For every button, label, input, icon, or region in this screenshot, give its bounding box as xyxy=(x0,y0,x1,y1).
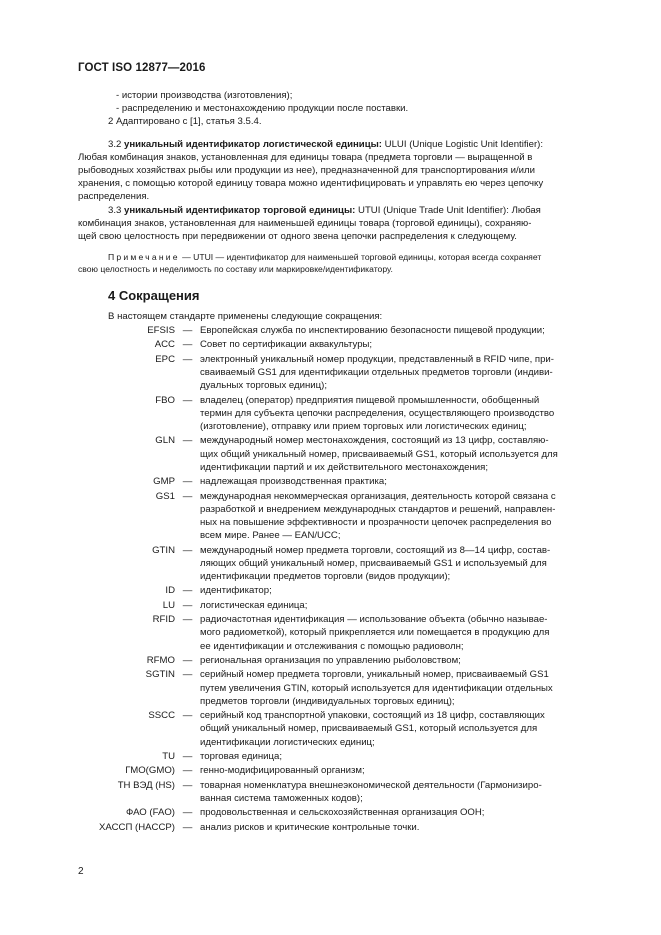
abbreviation-dash: — xyxy=(182,669,193,681)
definition-line: серийный номер предмета торговли, уникальный номер, присваиваемый GS1 xyxy=(200,669,549,681)
definition-line: логистическая единица; xyxy=(200,599,308,611)
definition-text: комбинация знаков, установленная для наименьшей единицы товара (торговой единицы), сохраняю- xyxy=(78,217,532,229)
note-label: Примечание xyxy=(108,252,180,263)
abbreviation-dash: — xyxy=(182,585,193,597)
definition-text: щей свою целостность при передвижении от одного звена цепочки распределения к следующему. xyxy=(78,231,517,243)
definition-line: идентификатор; xyxy=(200,585,272,597)
definition-number: 3.3 xyxy=(108,204,122,216)
definition-line: надлежащая производственная практика; xyxy=(200,476,387,488)
abbreviation-definition xyxy=(200,668,592,708)
definition-line: генно-модифицированный организм; xyxy=(200,765,365,777)
abbreviation-term: FBO xyxy=(155,394,175,406)
definition-line: (изготовление), отправку или прием торговых или логистических единиц; xyxy=(200,420,527,432)
abbreviation-row xyxy=(78,434,593,474)
definition-line: серийный код транспортной упаковки, состоящий из 18 цифр, составляющих xyxy=(200,710,545,722)
definition-line: предметов торговли (индивидуальных торговых единиц); xyxy=(200,695,455,707)
definition-text: рыбоводных хозяйствах рыбы или продукции из нее), предназначенной для транспортирования и/или xyxy=(78,165,535,177)
note-text: — UTUI — идентификатор для наименьшей торговой единицы, которая всегда сохраняет xyxy=(182,252,542,263)
document-header: ГОСТ ISO 12877—2016 xyxy=(78,62,206,74)
abbreviation-dash: — xyxy=(182,750,193,762)
definitions-block xyxy=(78,89,593,275)
definition-line: ванная система таможенных кодов); xyxy=(200,792,363,804)
definition-line: владелец (оператор) предприятия пищевой промышленности, обобщенный xyxy=(200,394,540,406)
bullet-item: - истории производства (изготовления); xyxy=(116,90,293,101)
abbreviation-dash: — xyxy=(182,765,193,777)
abbreviation-row xyxy=(78,750,593,763)
abbreviation-dash: — xyxy=(182,490,193,502)
definition-line: идентификации предметов торговли (видов продукции); xyxy=(200,570,451,582)
definition-text: ULUI (Unique Logistic Unit Identifier): xyxy=(384,138,544,150)
definition-line: международная некоммерческая организация, деятельность которой связана с xyxy=(200,490,556,502)
abbreviation-row xyxy=(78,584,593,597)
abbreviation-row xyxy=(78,779,593,805)
definition-line: всем мире. Ранее — EAN/UCC; xyxy=(200,530,341,542)
definition-term: уникальный идентификатор торговой единицы: xyxy=(124,204,356,216)
definition-line: ных на повышение эффективности и прозрачности цепочек распределения во xyxy=(200,516,552,528)
abbreviation-definition xyxy=(200,475,592,488)
abbreviation-definition xyxy=(200,806,592,819)
definition-line: торговая единица; xyxy=(200,750,283,762)
definition-line: путем увеличения GTIN, который используется для идентификации отдельных xyxy=(200,682,553,694)
definition-line: щих общий уникальный номер, присваиваемый GS1, который используется для xyxy=(200,448,558,460)
abbreviation-term: GS1 xyxy=(155,490,175,502)
abbreviation-row xyxy=(78,654,593,667)
definition-line: дуальных торговых единиц); xyxy=(200,380,328,392)
definition-line: международный номер местонахождения, состоящий из 13 цифр, составляю- xyxy=(200,435,549,447)
abbreviation-definition xyxy=(200,434,592,474)
note xyxy=(78,251,593,275)
definition-line: Совет по сертификации аквакультуры; xyxy=(200,339,373,351)
abbreviation-row xyxy=(78,544,593,584)
definition-line: международный номер предмета торговли, состоящий из 8—14 цифр, состав- xyxy=(200,544,551,556)
definition-line: термин для субъекта цепочки распределения, осуществляющего производство xyxy=(200,407,555,419)
abbreviation-dash: — xyxy=(182,325,193,336)
abbreviation-definition xyxy=(200,764,592,777)
definition-line: мого радиометкой), который прикрепляется или помещается в продукцию для xyxy=(200,627,550,639)
definition-text: распределения. xyxy=(78,191,150,203)
abbreviation-dash: — xyxy=(182,476,193,488)
definition-3-2 xyxy=(78,138,593,204)
abbreviation-term: RFMO xyxy=(146,654,175,666)
abbreviation-term: ХАССП (HACCP) xyxy=(99,821,175,833)
abbreviation-dash: — xyxy=(182,353,193,365)
abbreviation-definition xyxy=(200,544,592,584)
abbreviation-term: EFSIS xyxy=(147,325,175,336)
abbreviation-definition xyxy=(200,338,592,351)
abbreviation-term: RFID xyxy=(152,614,175,626)
abbreviation-term: EPC xyxy=(155,353,175,365)
abbreviation-row xyxy=(78,394,593,434)
abbreviation-dash: — xyxy=(182,779,193,791)
definition-line: идентификации логистических единиц; xyxy=(200,736,375,748)
abbreviation-row xyxy=(78,324,593,337)
abbreviation-definition xyxy=(200,821,592,834)
abbreviation-definition xyxy=(200,394,592,434)
abbreviation-dash: — xyxy=(182,435,193,447)
definition-line: ляющих общий уникальный номер, присваиваемый GS1 и используемый для xyxy=(200,557,547,569)
abbreviation-definition xyxy=(200,654,592,667)
abbreviation-row xyxy=(78,709,593,749)
definition-line: электронный уникальный номер продукции, представленный в RFID чипе, при- xyxy=(200,353,554,365)
definition-line: анализ рисков и критические контрольные точки. xyxy=(200,821,420,833)
abbreviation-definition xyxy=(200,709,592,749)
definition-term: уникальный идентификатор логистической единицы: xyxy=(124,138,382,150)
abbreviation-dash: — xyxy=(182,339,193,351)
abbreviation-term: ACC xyxy=(154,339,175,351)
definition-3-3 xyxy=(78,204,593,244)
abbreviation-row xyxy=(78,338,593,351)
abbreviation-dash: — xyxy=(182,614,193,626)
abbreviation-dash: — xyxy=(182,654,193,666)
bullet-item: - распределению и местонахождению продукции после поставки. xyxy=(116,103,409,115)
abbreviation-definition xyxy=(200,353,592,393)
abbreviation-definition xyxy=(200,750,592,763)
abbreviation-term: SGTIN xyxy=(145,669,175,681)
abbreviation-row xyxy=(78,353,593,393)
abbreviation-dash: — xyxy=(182,599,193,611)
definition-line: сваиваемый GS1 для идентификации отдельных предметов торговли (индиви- xyxy=(200,366,553,378)
section-intro: В настоящем стандарте применены следующие сокращения: xyxy=(108,311,383,322)
abbreviation-term: ID xyxy=(165,585,175,597)
abbreviation-term: ГМО(GMO) xyxy=(125,765,175,777)
abbreviation-term: GMP xyxy=(153,476,175,488)
definition-line: продовольственная и сельскохозяйственная организация ООН; xyxy=(200,807,485,819)
abbreviation-row xyxy=(78,821,593,834)
abbreviation-term: SSCC xyxy=(148,710,175,722)
abbreviation-dash: — xyxy=(182,821,193,833)
abbreviation-row xyxy=(78,599,593,612)
abbreviation-row xyxy=(78,806,593,819)
abbreviation-dash: — xyxy=(182,394,193,406)
definition-line: идентификации партий и их действительного местонахождения; xyxy=(200,461,489,473)
definition-line: Европейская служба по инспектированию безопасности пищевой продукции; xyxy=(200,325,545,336)
abbreviation-term: LU xyxy=(162,599,175,611)
note-reference: 2 Адаптировано с [1], статья 3.5.4. xyxy=(108,116,262,128)
abbreviation-term: ФАО (FAO) xyxy=(126,807,175,819)
definition-line: региональная организация по управлению рыболовством; xyxy=(200,654,461,666)
abbreviation-definition xyxy=(200,779,592,805)
abbreviation-dash: — xyxy=(182,544,193,556)
abbreviation-row xyxy=(78,764,593,777)
abbreviation-term: GTIN xyxy=(152,544,175,556)
abbreviation-term: TU xyxy=(162,750,175,762)
note-text: свою целостность и неделимость по составу или маркировке/идентификатору. xyxy=(78,264,393,275)
definition-line: радиочастотная идентификация — использование объекта (обычно называе- xyxy=(200,614,548,626)
abbreviation-definition xyxy=(200,599,592,612)
definition-number: 3.2 xyxy=(108,138,122,150)
section-title: 4 Сокращения xyxy=(108,288,200,303)
abbreviation-definition xyxy=(200,584,592,597)
definition-text: Любая комбинация знаков, установленная для единицы товара (предмета торговли — выращенной в xyxy=(78,151,533,163)
abbreviation-term: GLN xyxy=(155,435,175,447)
abbreviation-definition xyxy=(200,613,592,653)
definition-text: хранения, с помощью которой единицу товара можно идентифицировать и управлять ею через цепочку xyxy=(78,178,544,190)
abbreviation-term: ТН ВЭД (HS) xyxy=(117,779,175,791)
definition-line: разработкой и внедрением международных стандартов и решений, направлен- xyxy=(200,503,556,515)
abbreviation-definition xyxy=(200,490,592,543)
abbreviation-dash: — xyxy=(182,807,193,819)
abbreviation-row xyxy=(78,475,593,488)
abbreviation-row xyxy=(78,668,593,708)
abbreviation-row xyxy=(78,613,593,653)
abbreviation-row xyxy=(78,490,593,543)
abbreviation-dash: — xyxy=(182,710,193,722)
page-number: 2 xyxy=(78,866,84,877)
abbreviation-list xyxy=(78,324,593,835)
definition-text: UTUI (Unique Trade Unit Identifier): Любая xyxy=(358,204,541,216)
definition-line: ее идентификации и отслеживания с помощью радиоволн; xyxy=(200,640,464,652)
abbreviation-definition xyxy=(200,324,592,337)
definition-line: общий уникальный номер, присваиваемый GS1, который используется для xyxy=(200,723,538,735)
definition-line: товарная номенклатура внешнеэкономической деятельности (Гармонизиро- xyxy=(200,779,542,791)
